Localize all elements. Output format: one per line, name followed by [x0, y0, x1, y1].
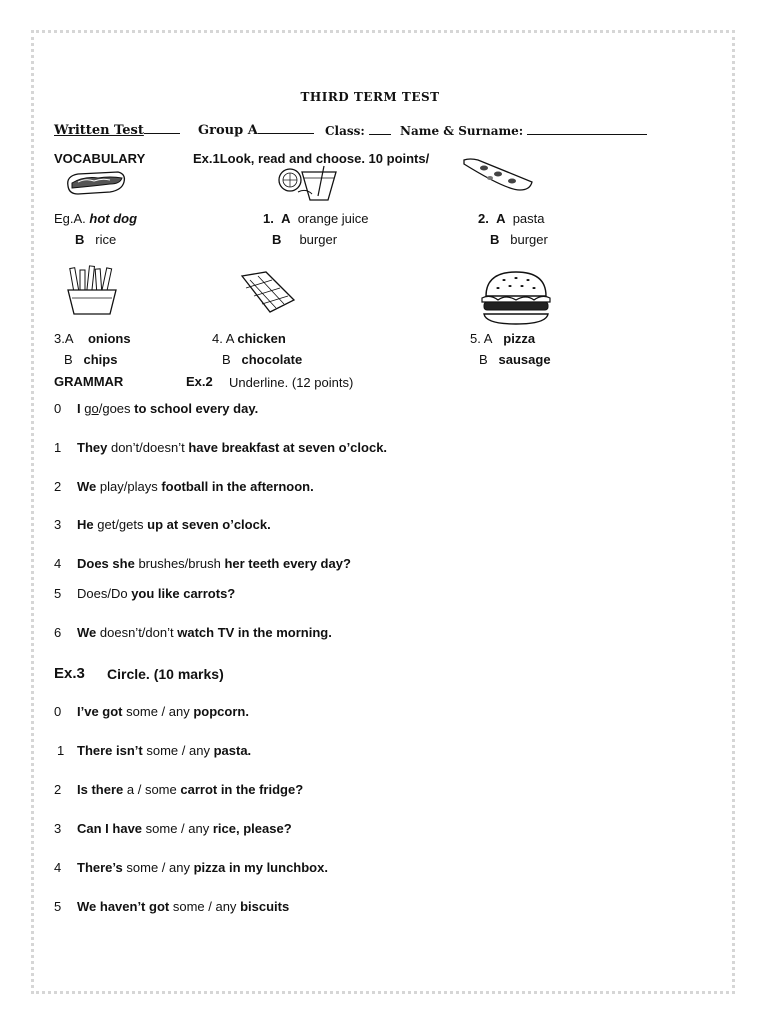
answer-options[interactable]: brushes/brush: [138, 556, 221, 571]
vocab-item-eg-b: B rice: [75, 232, 117, 247]
vocab-item-1-a: 1. A orange juice: [263, 211, 369, 226]
vocabulary-instruction: Ex.1Look, read and choose. 10 points/: [193, 151, 430, 166]
answer-options[interactable]: a / some: [126, 782, 177, 797]
ex3-item-2: 2 Is there a / some carrot in the fridge?: [54, 782, 304, 797]
vocab-item-5-a: 5. A pizza: [470, 331, 536, 346]
class-field: Class:: [325, 122, 391, 138]
answer-options[interactable]: some / any: [126, 704, 190, 719]
grammar-item-3: 3 He get/gets up at seven o’clock.: [54, 517, 271, 532]
answer-options[interactable]: get/gets: [97, 517, 144, 532]
burger-icon: [480, 270, 552, 326]
hot-dog-icon: [64, 168, 128, 198]
ex3-item-1: 1 There isn’t some / any pasta.: [57, 743, 252, 758]
vocabulary-heading: VOCABULARY: [54, 151, 146, 166]
vocab-item-2-b: B burger: [490, 232, 548, 247]
vocab-item-5-b: B sausage: [479, 352, 551, 367]
answer-options[interactable]: some / any: [172, 899, 237, 914]
vocab-item-3-a: 3.A onions: [54, 331, 131, 346]
vocab-item-4-a: 4. A chicken: [212, 331, 286, 346]
underlined-answer: go: [84, 401, 99, 416]
page-border: [31, 30, 735, 994]
page-title: THIRD TERM TEST: [300, 90, 440, 104]
vocab-item-3-b: B chips: [64, 352, 118, 367]
ex3-item-0: 0 I’ve got some / any popcorn.: [54, 704, 249, 719]
grammar-item-6: 6 We doesn’t/don’t watch TV in the morning.: [54, 625, 332, 640]
answer-options[interactable]: play/plays: [99, 479, 158, 494]
ex2-instruction: Underline. (12 points): [229, 375, 354, 390]
ex3-item-3: 3 Can I have some / any rice, please?: [54, 821, 292, 836]
grammar-heading: GRAMMAR: [54, 374, 124, 389]
chips-icon: [64, 266, 120, 316]
vocab-item-eg-a: Eg.A. hot dog: [54, 211, 138, 226]
chocolate-icon: [236, 270, 300, 314]
vocab-item-2-a: 2. A pasta: [478, 211, 545, 226]
name-surname-field: Name & Surname:: [400, 122, 647, 138]
ex3-instruction: Circle. (10 marks): [107, 666, 224, 682]
vocab-item-1-b: B burger: [272, 232, 338, 247]
pizza-slice-icon: [462, 156, 534, 194]
ex3-item-5: 5 We haven’t got some / any biscuits: [54, 899, 290, 914]
answer-options[interactable]: some / any: [145, 821, 210, 836]
grammar-item-4: 4 Does she brushes/brush her teeth every day?: [54, 556, 351, 571]
ex3-label: Ex.3: [54, 665, 85, 682]
ex2-label: Ex.2: [186, 374, 213, 389]
ex3-item-4: 4 There’s some / any pizza in my lunchbox.: [54, 860, 328, 875]
vocab-item-4-b: B chocolate: [222, 352, 303, 367]
answer-options[interactable]: Does/Do: [77, 586, 128, 601]
grammar-item-2: 2 We play/plays football in the afternoon.: [54, 479, 314, 494]
group-label: Group A: [198, 121, 314, 138]
answer-options[interactable]: some / any: [126, 860, 190, 875]
grammar-item-1: 1 They don’t/doesn’t have breakfast at seven o’clock.: [54, 440, 388, 455]
grammar-item-0: 0 I go/goes to school every day.: [54, 401, 259, 416]
answer-options[interactable]: don’t/doesn’t: [110, 440, 185, 455]
grammar-item-5: 5 Does/Do you like carrots?: [54, 586, 236, 601]
orange-juice-icon: [276, 166, 346, 202]
answer-options[interactable]: some / any: [146, 743, 210, 758]
written-test-label: Written Test: [54, 121, 180, 138]
answer-options[interactable]: doesn’t/don’t: [99, 625, 174, 640]
